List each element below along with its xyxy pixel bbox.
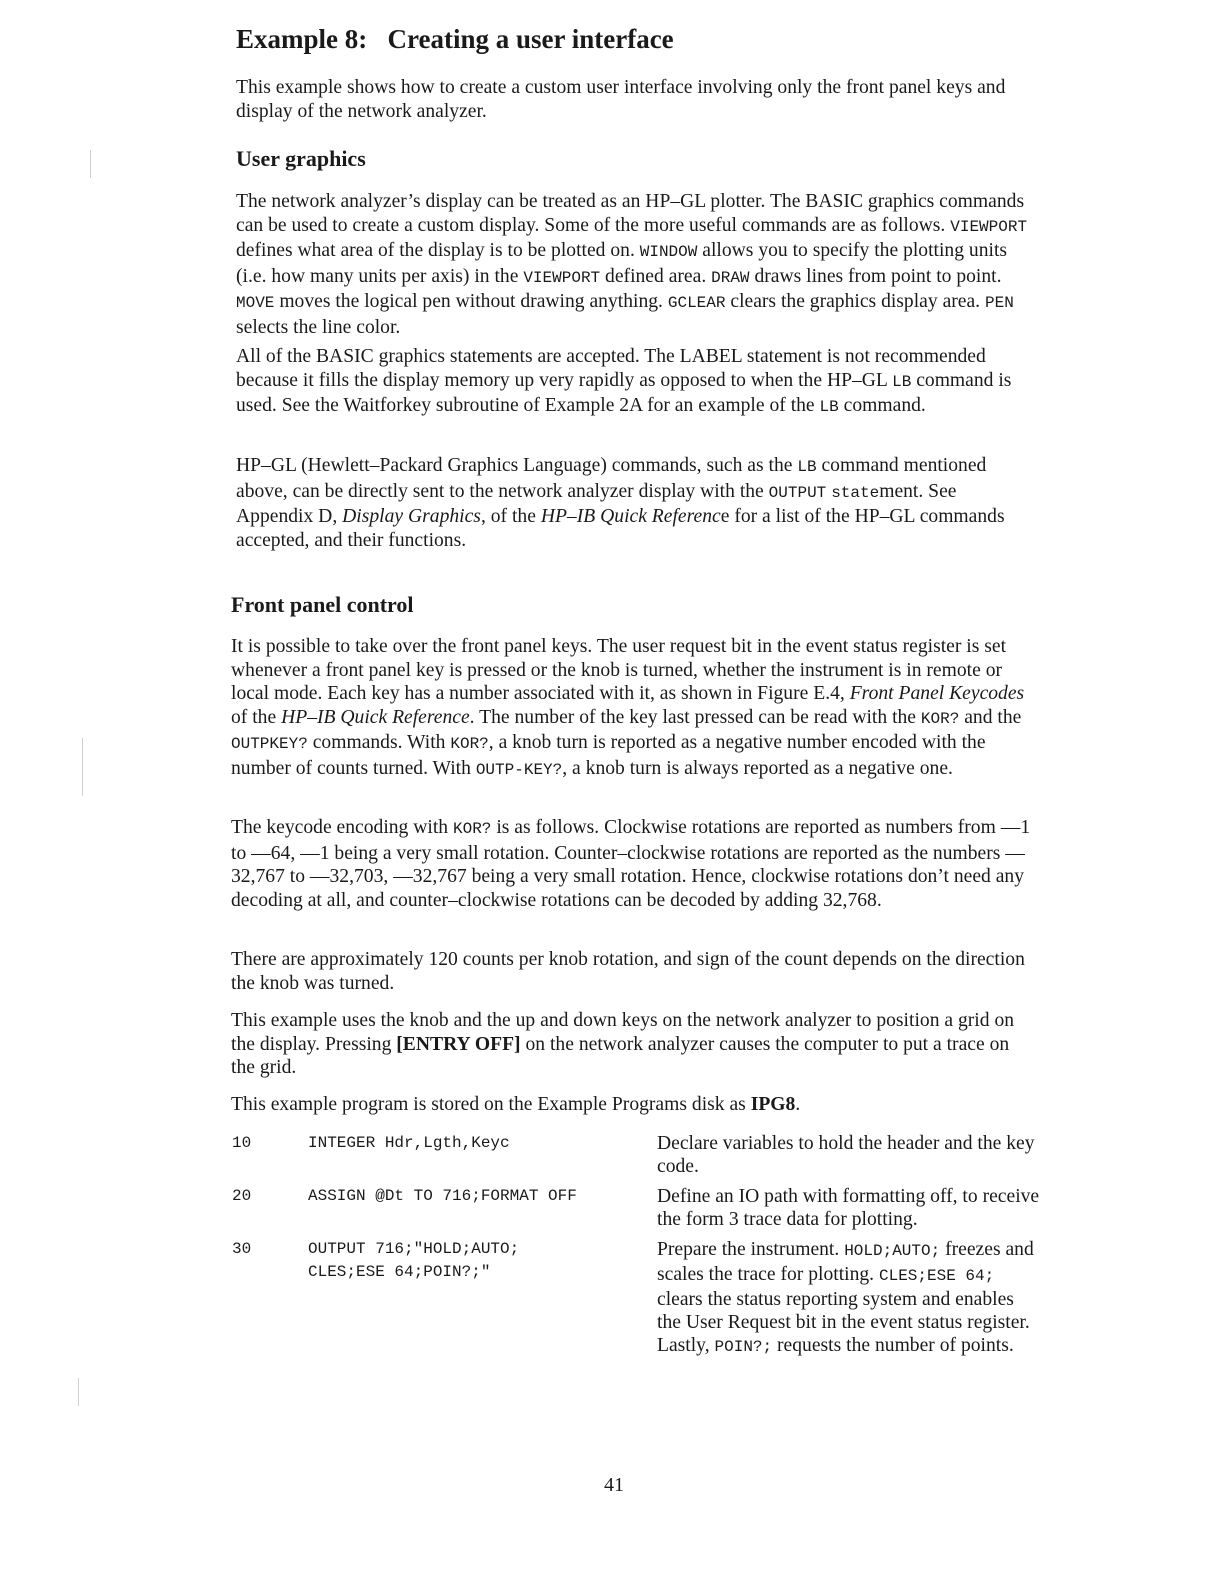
front-panel-paragraph-1: It is possible to take over the front panel keys. The user request bit in the event status register is set whenever a front panel key is pressed or the knob is turned, whether the instrument is in remote or local mode. Each key has a number associated with it, as shown in Figure E.4, Front Panel Keycodes of the HP–IB Quick Reference. The number of the key last pressed can be read with the KOR? and the OUTPKEY? commands. With KOR?, a knob turn is reported as a negative number encoded with the number of counts turned. With OUTP-KEY?, a knob turn is always reported as a negative one. xyxy=(231,636,1025,779)
front-panel-heading: Front panel control xyxy=(231,592,414,617)
draw-command: DRAW xyxy=(711,268,750,287)
user-graphics-paragraph-1: The network analyzer’s display can be treated as an HP–GL plotter. The BASIC graphics commands can be used to create a custom display. Some of the more useful commands are as follows. VIEWPORT defines what area of the display is to be plotted on. WINDOW allows you to specify the plotting units (i.e. how many units per axis) in the VIEWPORT defined area. DRAW draws lines from point to point. MOVE moves the logical pen without drawing anything. GCLEAR clears the graphics display area. PEN selects the line color. xyxy=(236,191,1028,338)
intro-paragraph: This example shows how to create a custom user interface involving only the front panel keys and display of the network analyzer. xyxy=(236,77,1006,122)
scan-mark xyxy=(78,1378,79,1406)
lb-command: LB xyxy=(819,398,839,416)
scan-mark xyxy=(82,738,83,796)
outpkey-command: OUTPKEY? xyxy=(231,735,308,753)
line-number: 10 xyxy=(232,1134,252,1152)
user-graphics-heading: User graphics xyxy=(236,146,366,171)
program-line xyxy=(232,1238,1042,1378)
output-command: OUTPUT xyxy=(768,483,827,502)
entry-off-key: [ENTRY OFF] xyxy=(396,1033,521,1055)
front-panel-paragraph-3: There are approximately 120 counts per knob rotation, and sign of the count depends on the direction the knob was turned. xyxy=(231,949,1025,994)
program-line xyxy=(232,1132,1042,1180)
poin-command: POIN?; xyxy=(714,1338,773,1356)
code-description: Declare variables to hold the header and the key code. xyxy=(657,1133,1035,1177)
program-file-name: IPG8 xyxy=(750,1094,796,1115)
front-panel-paragraph-4: This example uses the knob and the up and down keys on the network analyzer to position a grid on the display. Pressing [ENTRY OFF] on the network analyzer causes the computer to put a trace on the grid. xyxy=(231,1010,1015,1078)
state-text: state xyxy=(831,483,880,502)
front-panel-paragraph-2: The keycode encoding with KOR? is as follows. Clockwise rotations are reported as numbers from —1 to —64, —1 being a very small rotation. Counter–clockwise rotations are reported as the numbers —32,767 to —32,703, —32,767 being a very small rotation. Hence, clockwise rotations don’t need any decoding at all, and counter–clockwise rotations can be decoded by adding 32,768. xyxy=(231,817,1031,911)
hold-auto-command: HOLD;AUTO; xyxy=(844,1242,941,1260)
lb-command: LB xyxy=(797,458,817,476)
page-title: Example 8: Creating a user interface xyxy=(236,24,674,54)
line-number: 20 xyxy=(232,1187,252,1205)
kor-command: KOR? xyxy=(453,820,492,838)
outpkey-command: OUTP-KEY? xyxy=(475,760,563,779)
page-number: 41 xyxy=(604,1474,624,1496)
cles-ese-command: CLES;ESE 64; xyxy=(879,1267,995,1285)
gclear-command: GCLEAR xyxy=(667,294,726,312)
quick-reference-title: HP–IB Quick Reference xyxy=(281,706,470,728)
lb-command: LB xyxy=(892,372,912,391)
line-number: 30 xyxy=(232,1240,252,1258)
viewport-command: VIEWPORT xyxy=(523,268,601,287)
program-line xyxy=(232,1185,1042,1233)
pen-command: PEN xyxy=(985,294,1014,312)
code-statement: ASSIGN @Dt TO 716;FORMAT OFF xyxy=(308,1187,577,1205)
quick-reference-title: HP–IB Quick Referenc xyxy=(540,506,721,527)
kor-command: KOR? xyxy=(920,709,960,728)
scan-mark xyxy=(90,150,91,178)
user-graphics-paragraph-2: All of the BASIC graphics statements are accepted. The LABEL statement is not recommended because it fills the display memory up very rapidly as opposed to when the HP–GL LB command is used. See the Waitforkey subroutine of Example 2A for an example of the LB command. xyxy=(236,346,1012,416)
code-statement: INTEGER Hdr,Lgth,Keyc xyxy=(308,1134,510,1152)
front-panel-paragraph-5: This example program is stored on the Example Programs disk as IPG8. xyxy=(231,1094,801,1115)
front-panel-keycodes-title: Front Panel Keycodes xyxy=(849,683,1025,704)
code-statement: OUTPUT 716;"HOLD;AUTO; CLES;ESE 64;POIN?;" xyxy=(308,1240,520,1281)
code-description: Prepare the instrument. HOLD;AUTO; freezes and scales the trace for plotting. CLES;ESE 64; clears the status reporting system and enables the User Request bit in the event status register. Lastly, POIN?; requests the number of points. xyxy=(657,1239,1034,1356)
move-command: MOVE xyxy=(236,294,275,312)
viewport-command: VIEWPORT xyxy=(950,217,1028,236)
user-graphics-paragraph-3: HP–GL (Hewlett–Packard Graphics Language) commands, such as the LB command mentioned above, can be directly sent to the network analyzer display with the OUTPUT statement. See Appendix D, Display Graphics, of the HP–IB Quick Reference for a list of the HP–GL commands accepted, and their functions. xyxy=(236,455,1005,551)
window-command: WINDOW xyxy=(639,243,698,261)
display-graphics-title: Display Graphics xyxy=(342,506,481,527)
kor-command: KOR? xyxy=(450,735,489,753)
code-description: Define an IO path with formatting off, to receive the form 3 trace data for plotting. xyxy=(657,1186,1040,1230)
